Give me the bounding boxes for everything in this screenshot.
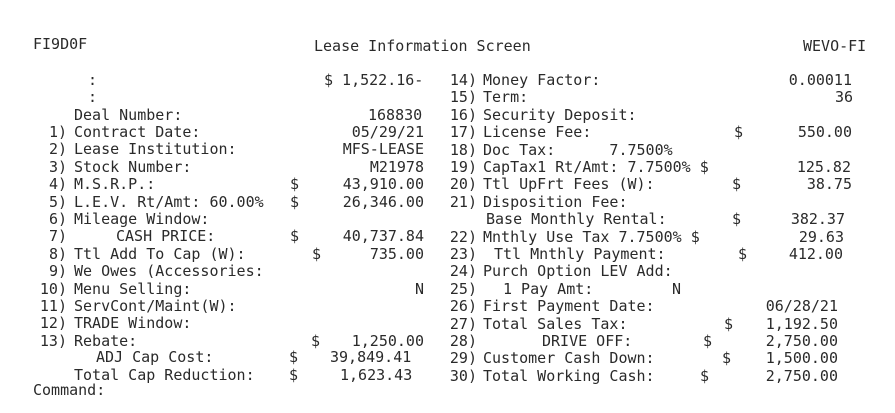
field-label: TRADE Window: bbox=[74, 314, 192, 332]
field-number: 5) bbox=[48, 193, 67, 211]
deal-number-value: 168830 bbox=[368, 106, 423, 124]
field-label: Rebate: bbox=[74, 332, 138, 350]
total-cap-reduction-symbol: $ bbox=[289, 366, 299, 384]
currency-symbol: $ bbox=[732, 210, 742, 228]
adj-cap-cost-symbol: $ bbox=[289, 348, 299, 366]
field-label: Term: bbox=[483, 88, 529, 106]
field-label: Mileage Window: bbox=[74, 210, 210, 228]
field-number: 12) bbox=[39, 314, 67, 332]
field-number: 23) bbox=[449, 245, 477, 263]
field-number: 29) bbox=[449, 349, 477, 367]
currency-symbol: $ bbox=[700, 367, 710, 385]
field-number: 20) bbox=[449, 175, 477, 193]
field-number: 6) bbox=[48, 210, 67, 228]
field-value[interactable]: 735.00 bbox=[369, 245, 424, 263]
adj-cap-cost-label: ADJ Cap Cost: bbox=[96, 348, 214, 366]
top-amount: $ 1,522.16- bbox=[324, 71, 424, 89]
field-number: 1) bbox=[48, 123, 67, 141]
field-number: 7) bbox=[48, 227, 67, 245]
field-value[interactable]: 1,192.50 bbox=[765, 315, 838, 333]
field-number: 22) bbox=[449, 228, 477, 246]
currency-symbol: $ bbox=[722, 349, 732, 367]
currency-symbol: $ bbox=[738, 245, 748, 263]
field-label: CapTax1 Rt/Amt: 7.7500% $ bbox=[483, 158, 709, 176]
screen-title: Lease Information Screen bbox=[314, 37, 531, 55]
field-value[interactable]: N bbox=[671, 280, 681, 298]
field-label: Total Sales Tax: bbox=[483, 315, 628, 333]
field-number: 26) bbox=[449, 297, 477, 315]
command-input[interactable] bbox=[114, 382, 414, 399]
field-number: 27) bbox=[449, 315, 477, 333]
field-number: 13) bbox=[39, 332, 67, 350]
field-label: CASH PRICE: bbox=[116, 227, 216, 245]
field-number: 3) bbox=[48, 158, 67, 176]
total-cap-reduction-label: Total Cap Reduction: bbox=[74, 366, 255, 384]
field-value[interactable]: 1,250.00 bbox=[351, 332, 424, 350]
field-label: Base Monthly Rental: bbox=[486, 210, 667, 228]
field-value[interactable]: 36 bbox=[834, 88, 853, 106]
field-label: Mnthly Use Tax 7.7500% $ bbox=[483, 228, 700, 246]
field-number: 25) bbox=[449, 280, 477, 298]
field-number: 14) bbox=[449, 71, 477, 89]
field-label: DRIVE OFF: bbox=[542, 332, 633, 350]
field-label: License Fee: bbox=[483, 123, 592, 141]
field-number: 19) bbox=[449, 158, 477, 176]
field-label: Money Factor: bbox=[483, 71, 601, 89]
currency-symbol: $ bbox=[732, 175, 742, 193]
field-label: Purch Option LEV Add: bbox=[483, 262, 673, 280]
field-label: Ttl Add To Cap (W): bbox=[74, 245, 246, 263]
field-value[interactable]: 29.63 bbox=[798, 228, 844, 246]
field-label: Menu Selling: bbox=[74, 280, 192, 298]
field-number: 11) bbox=[39, 297, 67, 315]
colon-mark: : bbox=[88, 88, 98, 106]
field-number: 10) bbox=[39, 280, 67, 298]
currency-symbol: $ bbox=[311, 332, 321, 350]
deal-number-label: Deal Number: bbox=[74, 106, 183, 124]
field-number: 24) bbox=[449, 262, 477, 280]
field-number: 15) bbox=[449, 88, 477, 106]
field-number: 16) bbox=[449, 106, 477, 124]
field-number: 21) bbox=[449, 193, 477, 211]
currency-symbol: $ bbox=[734, 123, 744, 141]
currency-symbol: $ bbox=[724, 315, 734, 333]
field-value[interactable]: N bbox=[414, 280, 424, 298]
field-value[interactable]: 0.00011 bbox=[788, 71, 852, 89]
field-label: Contract Date: bbox=[74, 123, 201, 141]
field-value[interactable]: 2,750.00 bbox=[765, 367, 838, 385]
field-label: Lease Institution: bbox=[74, 140, 237, 158]
field-number: 9) bbox=[48, 262, 67, 280]
field-value[interactable]: 125.82 bbox=[796, 158, 851, 176]
field-label: 1 Pay Amt: bbox=[503, 280, 594, 298]
field-value[interactable]: 412.00 bbox=[788, 245, 843, 263]
currency-symbol: $ bbox=[290, 193, 300, 211]
field-label: Total Working Cash: bbox=[483, 367, 655, 385]
colon-mark: : bbox=[88, 71, 98, 89]
field-value[interactable]: 1,500.00 bbox=[765, 349, 838, 367]
field-number: 28) bbox=[449, 332, 477, 350]
field-number: 4) bbox=[48, 175, 67, 193]
field-value[interactable]: 26,346.00 bbox=[342, 193, 424, 211]
field-label: M.S.R.P.: bbox=[74, 175, 156, 193]
currency-symbol: $ bbox=[290, 175, 300, 193]
field-label: Security Deposit: bbox=[483, 106, 637, 124]
currency-symbol: $ bbox=[312, 245, 322, 263]
field-label: L.E.V. Rt/Amt: 60.00% bbox=[74, 193, 264, 211]
field-label: Ttl UpFrt Fees (W): bbox=[483, 175, 655, 193]
command-label: Command: bbox=[33, 381, 106, 399]
field-value[interactable]: 05/29/21 bbox=[351, 123, 424, 141]
field-value[interactable]: MFS-LEASE bbox=[342, 140, 424, 158]
field-value[interactable]: 382.37 bbox=[790, 210, 845, 228]
field-label: Ttl Mnthly Payment: bbox=[494, 245, 666, 263]
field-label: Disposition Fee: bbox=[483, 193, 628, 211]
currency-symbol: $ bbox=[703, 332, 713, 350]
field-label: Stock Number: bbox=[74, 158, 192, 176]
field-number: 8) bbox=[48, 245, 67, 263]
field-number: 30) bbox=[449, 367, 477, 385]
field-label: First Payment Date: bbox=[483, 297, 655, 315]
currency-symbol: $ bbox=[290, 227, 300, 245]
field-value[interactable]: 06/28/21 bbox=[765, 297, 838, 315]
field-value[interactable]: 2,750.00 bbox=[765, 332, 838, 350]
screen-id: FI9D0F bbox=[33, 35, 88, 53]
field-value[interactable]: M21978 bbox=[369, 158, 424, 176]
field-number: 2) bbox=[48, 140, 67, 158]
field-number: 18) bbox=[449, 141, 477, 159]
field-label: Customer Cash Down: bbox=[483, 349, 655, 367]
field-value[interactable]: 40,737.84 bbox=[342, 227, 424, 245]
field-label: ServCont/Maint(W): bbox=[74, 297, 237, 315]
field-value[interactable]: 38.75 bbox=[806, 175, 852, 193]
field-label: We Owes (Accessories: bbox=[74, 262, 264, 280]
field-value[interactable]: 43,910.00 bbox=[342, 175, 424, 193]
field-number: 17) bbox=[449, 123, 477, 141]
adj-cap-cost-value: 39,849.41 bbox=[330, 348, 412, 366]
field-value[interactable]: 550.00 bbox=[797, 123, 852, 141]
total-cap-reduction-value: 1,623.43 bbox=[340, 366, 413, 384]
field-label: Doc Tax: 7.7500% bbox=[483, 141, 673, 159]
system-id: WEVO-FI bbox=[803, 37, 867, 55]
